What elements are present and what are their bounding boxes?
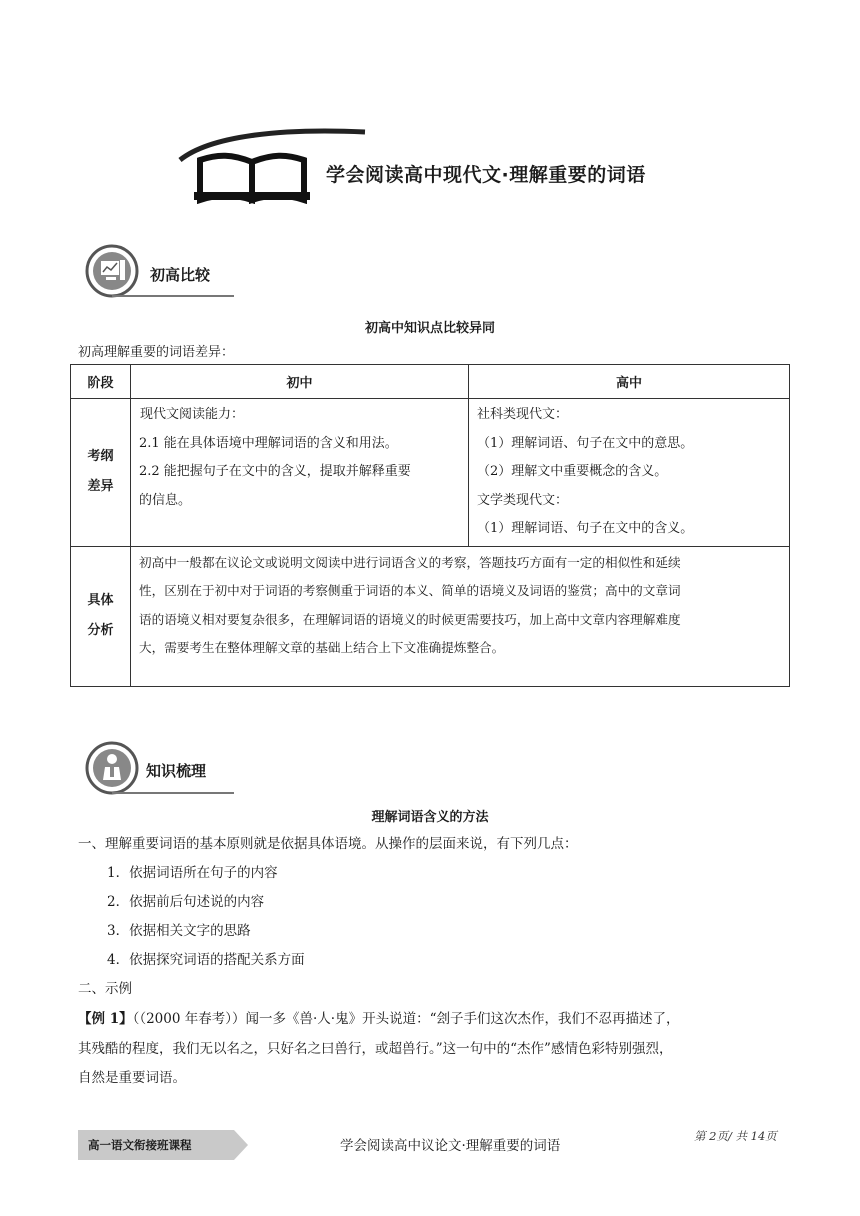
example-label: 【例 1】 xyxy=(78,1011,133,1027)
list-item: 1．依据词语所在句子的内容 xyxy=(107,865,278,881)
page-title: 学会阅读高中现代文·理解重要的词语 xyxy=(326,164,646,186)
example-heading: 二、示例 xyxy=(78,981,132,997)
column-header-junior: 初中 xyxy=(131,365,469,399)
junior-syllabus-cell: 现代文阅读能力： 2.1 能在具体语境中理解词语的含义和用法。 2.2 能把握句子在文中的含义，提取并解释重要 的信息。 xyxy=(131,399,469,547)
comparison-table xyxy=(70,364,790,687)
section-heading-methods: 理解词语含义的方法 xyxy=(371,810,489,825)
example-line: 【例 1】（（2000 年春考））闻一多《兽·人·鬼》开头说道：“刽子手们这次杰作，我们不忍再描述了， xyxy=(78,1011,680,1027)
table-intro: 初高理解重要的词语差异： xyxy=(78,345,235,360)
footer-doc-title: 学会阅读高中议论文·理解重要的词语 xyxy=(340,1138,561,1154)
table-header-row xyxy=(71,365,790,399)
section-label-knowledge: 知识梳理 xyxy=(146,762,207,780)
table-row xyxy=(71,546,790,686)
table-row xyxy=(71,399,790,547)
row-head-analysis: 具体 分析 xyxy=(71,546,131,686)
footer-course-label: 高一语文衔接班课程 xyxy=(88,1138,192,1152)
list-item: 2．依据前后句述说的内容 xyxy=(107,894,265,910)
column-header-stage: 阶段 xyxy=(71,365,131,399)
example-line: 其残酷的程度，我们无以名之，只好名之曰兽行，或超兽行。”这一句中的“杰作”感情色彩特别强烈， xyxy=(78,1041,673,1057)
footer-page-number: 第 2页/ 共 14页 xyxy=(694,1129,777,1143)
list-item: 4．依据探究词语的搭配关系方面 xyxy=(107,952,305,968)
section-label-comparison: 初高比较 xyxy=(150,266,211,284)
example-line: 自然是重要词语。 xyxy=(78,1070,186,1086)
principle-line: 一、理解重要词语的基本原则就是依据具体语境。从操作的层面来说，有下列几点： xyxy=(78,836,578,852)
column-header-senior: 高中 xyxy=(469,365,790,399)
analysis-cell: 初高中一般都在议论文或说明文阅读中进行词语含义的考察，答题技巧方面有一定的相似性和延续 性，区别在于初中对于词语的考察侧重于词语的本义、简单的语境义及词语的鉴赏；高中的文章词 语的语境义相对要复杂很多，在理解词语的语境义的时候更需要技巧，加上高中文章内容理解难度 大，需要考生在整体理解文章的基础上结合上下文准确提炼整合。 xyxy=(131,546,790,686)
section-heading-comparison: 初高中知识点比较异同 xyxy=(364,321,495,336)
list-item: 3．依据相关文字的思路 xyxy=(107,923,251,939)
row-head-syllabus: 考纲 差异 xyxy=(71,399,131,547)
senior-syllabus-cell: 社科类现代文： （1）理解词语、句子在文中的意思。 （2）理解文中重要概念的含义。 文学类现代文： （1）理解词语、句子在文中的含义。 xyxy=(469,399,790,547)
